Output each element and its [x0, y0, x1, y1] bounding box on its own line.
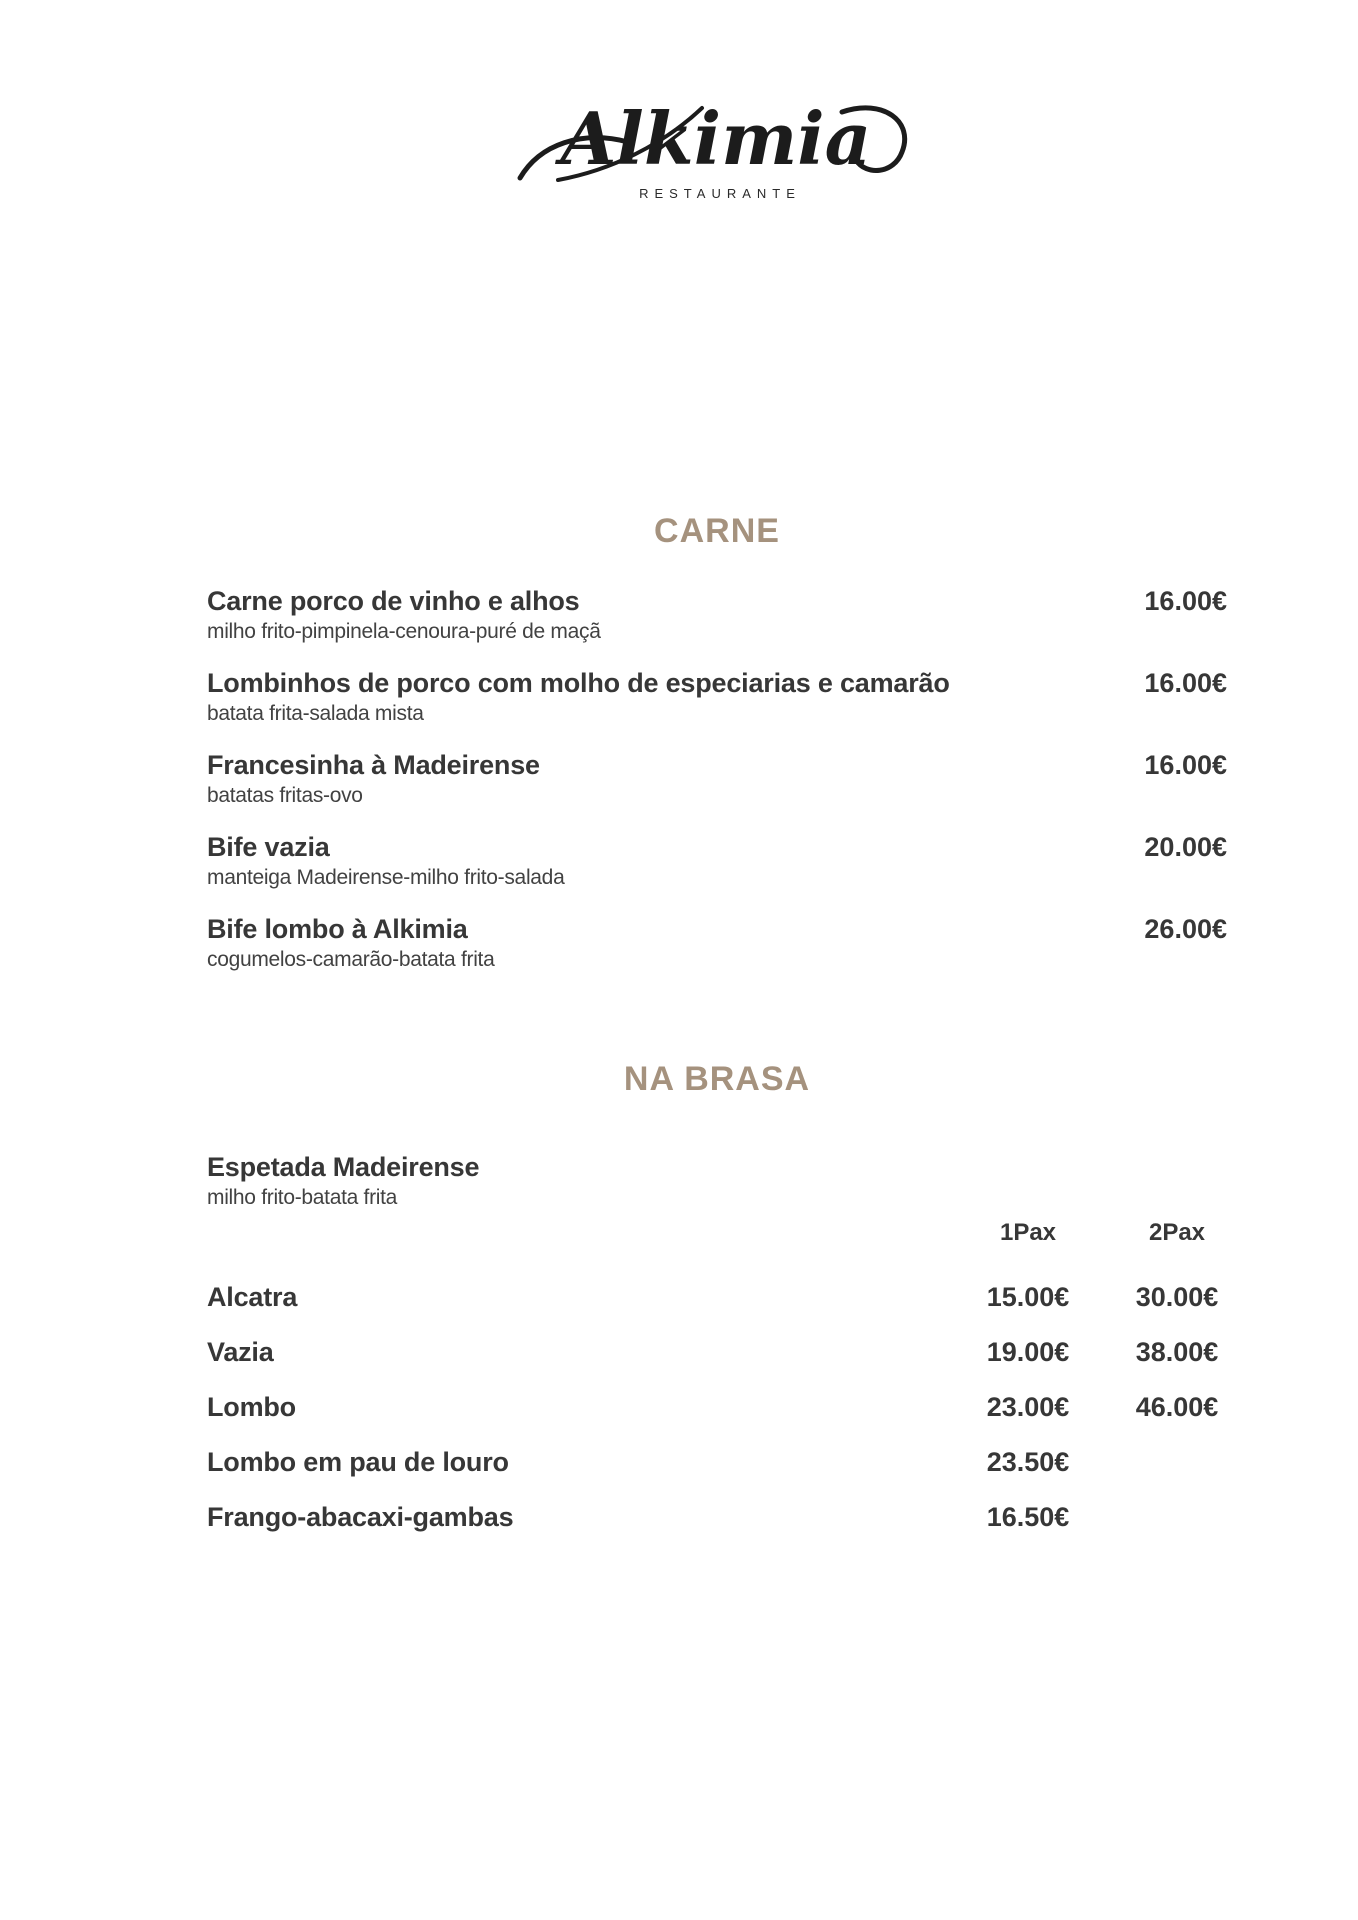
item-description: manteiga Madeirense-milho frito-salada	[207, 866, 565, 889]
item-name: Lombinhos de porco com molho de especiarias e camarão	[207, 668, 950, 698]
item-name: Carne porco de vinho e alhos	[207, 586, 580, 616]
item-name: Bife lombo à Alkimia	[207, 914, 468, 944]
pax-table	[207, 1272, 1227, 1547]
carne-item-list	[207, 584, 1227, 994]
table-row-name: Lombo em pau de louro	[207, 1447, 509, 1477]
item-name: Espetada Madeirense	[207, 1152, 480, 1182]
pax1-column-header: 1Pax	[999, 1219, 1057, 1246]
table-row-pax2-price	[1127, 1492, 1227, 1547]
item-text	[207, 830, 564, 891]
section-title-na-brasa: NA BRASA	[623, 1060, 811, 1098]
item-text	[207, 912, 494, 973]
table-row-pax1-price: 23.00€	[986, 1392, 1070, 1422]
item-text	[207, 584, 601, 645]
item-description: cogumelos-camarão-batata frita	[207, 948, 495, 971]
table-row-pax2-price: 30.00€	[1135, 1282, 1219, 1312]
menu-item	[207, 748, 1227, 809]
table-row-pax1-price: 23.50€	[986, 1447, 1070, 1477]
alkimia-script-logo-icon	[512, 86, 922, 190]
item-text	[207, 666, 950, 727]
pax-table-header	[207, 1218, 1227, 1248]
section-title-carne: CARNE	[654, 512, 780, 550]
menu-item	[207, 912, 1227, 973]
item-price: 16.00€	[1144, 586, 1227, 616]
table-row-pax2-price: 46.00€	[1135, 1392, 1219, 1422]
item-name: Bife vazia	[207, 832, 330, 862]
pax-header-spacer	[207, 1218, 929, 1248]
table-row-name: Lombo	[207, 1392, 296, 1422]
table-row-pax2-price: 38.00€	[1135, 1337, 1219, 1367]
table-row-pax1-price: 19.00€	[986, 1337, 1070, 1367]
restaurant-logo	[207, 86, 1227, 201]
table-row-name: Vazia	[207, 1337, 274, 1367]
item-name: Francesinha à Madeirense	[207, 750, 540, 780]
menu-item	[207, 584, 1227, 645]
item-description: batata frita-salada mista	[207, 702, 424, 725]
table-row-name: Alcatra	[207, 1282, 298, 1312]
menu-item	[207, 1150, 1227, 1211]
menu-item	[207, 666, 1227, 727]
item-text	[207, 748, 540, 809]
table-row-pax2-price	[1127, 1437, 1227, 1492]
logo-subtitle: RESTAURANTE	[639, 186, 801, 201]
item-price: 16.00€	[1144, 668, 1227, 698]
logo-wordmark: Alkimia	[560, 96, 872, 181]
table-row-name: Frango-abacaxi-gambas	[207, 1502, 514, 1532]
item-description: batatas fritas-ovo	[207, 784, 363, 807]
menu-item	[207, 830, 1227, 891]
table-row-pax1-price: 16.50€	[986, 1502, 1070, 1532]
table-row-pax1-price: 15.00€	[986, 1282, 1070, 1312]
item-price: 26.00€	[1144, 914, 1227, 944]
item-description: milho frito-pimpinela-cenoura-puré de maçã	[207, 620, 601, 643]
item-price: 16.00€	[1144, 750, 1227, 780]
pax2-column-header: 2Pax	[1148, 1219, 1206, 1246]
item-price: 20.00€	[1144, 832, 1227, 862]
item-description: milho frito-batata frita	[207, 1186, 398, 1209]
